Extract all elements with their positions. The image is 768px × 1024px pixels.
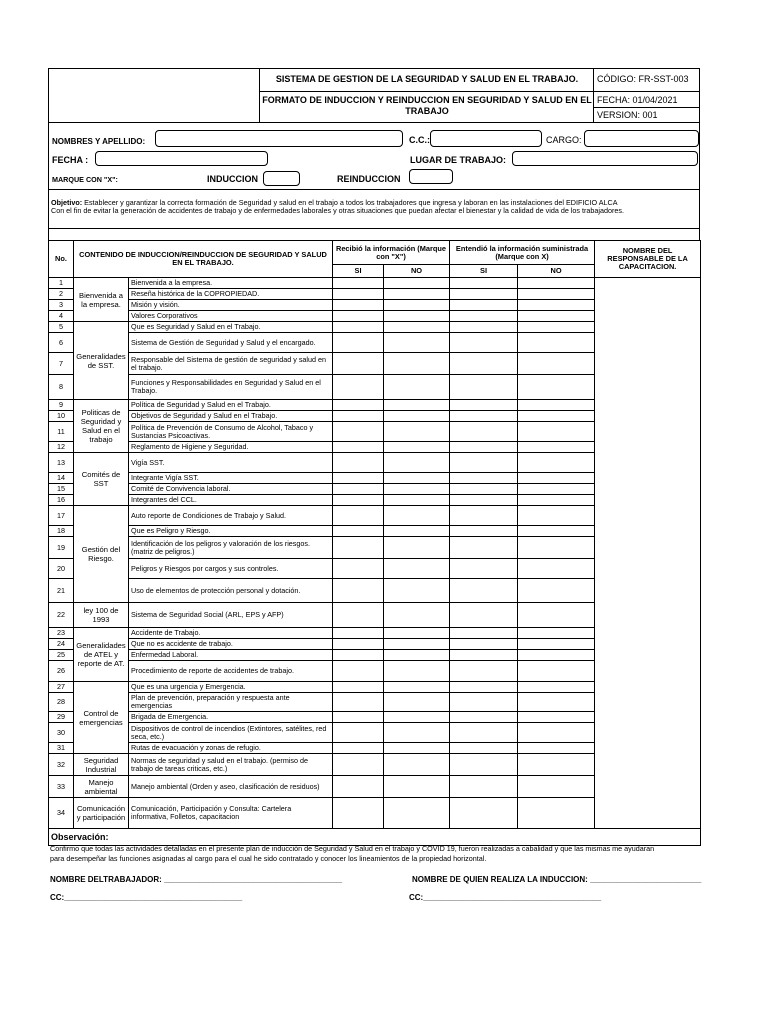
mark-recibio-si[interactable] [333,311,384,322]
mark-entendio-no[interactable] [518,333,595,353]
mark-entendio-si[interactable] [450,422,518,442]
group-label: Comunicación y participación [74,798,129,829]
mark-recibio-no[interactable] [384,798,450,829]
logo-area [48,68,260,123]
responsable-cell[interactable] [595,278,701,829]
mark-recibio-si[interactable] [333,723,384,743]
cc-field[interactable] [430,130,542,147]
row-topic: Reglamento de Higiene y Seguridad. [129,442,333,453]
header-recibio: Recibió la información (Marque con "X") [333,241,450,265]
mark-recibio-no[interactable] [384,723,450,743]
header-entendio-no: NO [518,265,595,278]
row-topic: Auto reporte de Condiciones de Trabajo y Salud. [129,506,333,526]
mark-recibio-no[interactable] [384,650,450,661]
row-topic: Integrante Vigía SST. [129,473,333,484]
mark-entendio-si[interactable] [450,473,518,484]
reinduccion-checkbox[interactable] [409,169,453,184]
mark-recibio-no[interactable] [384,639,450,650]
mark-recibio-no[interactable] [384,411,450,422]
row-topic: Que es una urgencia y Emergencia. [129,682,333,693]
mark-entendio-no[interactable] [518,422,595,442]
doc-version: VERSION: 001 [597,110,658,120]
fecha-field[interactable] [95,151,268,166]
mark-entendio-si[interactable] [450,712,518,723]
mark-entendio-si[interactable] [450,400,518,411]
mark-recibio-si[interactable] [333,743,384,754]
header-entendio: Entendió la información suministrada (Marque con X) [450,241,595,265]
header-recibio-si: SI [333,265,384,278]
mark-entendio-no[interactable] [518,278,595,289]
row-number: 22 [49,603,74,628]
doc-fecha: FECHA: 01/04/2021 [597,95,678,105]
row-number: 16 [49,495,74,506]
confirm-text [50,844,710,864]
mark-recibio-no[interactable] [384,333,450,353]
row-number: 21 [49,579,74,603]
mark-entendio-no[interactable] [518,300,595,311]
row-topic: Misión y visión. [129,300,333,311]
mark-recibio-no[interactable] [384,289,450,300]
row-topic: Sistema de Gestión de Seguridad y Salud y el encargado. [129,333,333,353]
mark-recibio-no[interactable] [384,537,450,559]
mark-recibio-si[interactable] [333,693,384,712]
mark-entendio-no[interactable] [518,375,595,400]
mark-entendio-no[interactable] [518,473,595,484]
mark-entendio-no[interactable] [518,682,595,693]
row-number: 2 [49,289,74,300]
mark-recibio-si[interactable] [333,682,384,693]
mark-entendio-si[interactable] [450,693,518,712]
mark-recibio-no[interactable] [384,506,450,526]
lugar-label: LUGAR DE TRABAJO: [410,155,506,165]
nombres-label: NOMBRES Y APELLIDO: [52,137,146,146]
row-number: 8 [49,375,74,400]
mark-recibio-si[interactable] [333,628,384,639]
group-label: Gestión del Riesgo. [74,506,129,603]
row-topic: Peligros y Riesgos por cargos y sus controles. [129,559,333,579]
mark-entendio-si[interactable] [450,311,518,322]
mark-entendio-si[interactable] [450,506,518,526]
mark-recibio-si[interactable] [333,411,384,422]
mark-entendio-si[interactable] [450,743,518,754]
row-topic: Manejo ambiental (Orden y aseo, clasificación de residuos) [129,776,333,798]
mark-entendio-no[interactable] [518,442,595,453]
group-label: Politicas de Seguridad y Salud en el trabajo [74,400,129,453]
mark-recibio-si[interactable] [333,661,384,682]
mark-entendio-si[interactable] [450,628,518,639]
mark-entendio-no[interactable] [518,776,595,798]
mark-recibio-no[interactable] [384,322,450,333]
row-number: 6 [49,333,74,353]
mark-entendio-no[interactable] [518,743,595,754]
row-topic: Enfermedad Laboral. [129,650,333,661]
mark-recibio-no[interactable] [384,661,450,682]
mark-recibio-no[interactable] [384,300,450,311]
group-label: Comités de SST [74,453,129,506]
mark-recibio-no[interactable] [384,603,450,628]
mark-entendio-no[interactable] [518,537,595,559]
confirm-line2: para desempeñar las funciones asignadas al cargo para el cual he sido contratado y conocer los lineamientos de la propiedad horizontal. [50,854,487,863]
group-label: ley 100 de 1993 [74,603,129,628]
mark-recibio-si[interactable] [333,289,384,300]
row-number: 10 [49,411,74,422]
mark-recibio-no[interactable] [384,754,450,776]
content-table [48,240,701,846]
fecha-label: FECHA : [52,155,89,165]
row-topic: Que es Seguridad y Salud en el Trabajo. [129,322,333,333]
row-number: 23 [49,628,74,639]
row-topic: Valores Corporativos [129,311,333,322]
mark-entendio-si[interactable] [450,289,518,300]
mark-entendio-si[interactable] [450,603,518,628]
observacion-row [49,829,701,846]
mark-recibio-si[interactable] [333,442,384,453]
row-number: 13 [49,453,74,473]
row-number: 30 [49,723,74,743]
row-topic: Procedimiento de reporte de accidentes de trabajo. [129,661,333,682]
mark-entendio-no[interactable] [518,661,595,682]
row-number: 26 [49,661,74,682]
nombre-trabajador-line: NOMBRE DELTRABAJADOR: ________________________________________ [50,875,343,884]
row-number: 14 [49,473,74,484]
mark-recibio-no[interactable] [384,311,450,322]
mark-recibio-si[interactable] [333,422,384,442]
mark-entendio-si[interactable] [450,754,518,776]
mark-recibio-no[interactable] [384,453,450,473]
mark-recibio-no[interactable] [384,353,450,375]
objetivo-text [51,199,699,215]
mark-recibio-no[interactable] [384,400,450,411]
mark-recibio-no[interactable] [384,495,450,506]
objetivo-line1: Establecer y garantizar la correcta formación de Seguridad y salud en el trabajo a todos los trabajadores que ingresa y laboran en las instalaciones del EDIFICIO ALCA [82,198,618,207]
row-number: 18 [49,526,74,537]
mark-entendio-si[interactable] [450,661,518,682]
row-topic: Responsable del Sistema de gestión de seguridad y salud en el trabajo. [129,353,333,375]
row-number: 29 [49,712,74,723]
mark-recibio-si[interactable] [333,776,384,798]
mark-recibio-no[interactable] [384,484,450,495]
row-topic: Comité de Convivencia laboral. [129,484,333,495]
row-topic: Sistema de Seguridad Social (ARL, EPS y AFP) [129,603,333,628]
group-label: Generalidades de ATEL y reporte de AT. [74,628,129,682]
mark-recibio-si[interactable] [333,603,384,628]
row-topic: Reseña histórica de la COPROPIEDAD. [129,289,333,300]
mark-entendio-no[interactable] [518,712,595,723]
mark-recibio-si[interactable] [333,579,384,603]
mark-recibio-si[interactable] [333,798,384,829]
cc-induccion-line: CC:________________________________________ [409,893,602,902]
mark-entendio-no[interactable] [518,484,595,495]
mark-recibio-si[interactable] [333,639,384,650]
mark-recibio-si[interactable] [333,353,384,375]
mark-entendio-no[interactable] [518,353,595,375]
row-number: 28 [49,693,74,712]
mark-entendio-no[interactable] [518,495,595,506]
row-topic: Que es Peligro y Riesgo. [129,526,333,537]
header-contenido: CONTENIDO DE INDUCCION/REINDUCCION DE SEGURIDAD Y SALUD EN EL TRABAJO. [74,241,333,278]
mark-recibio-no[interactable] [384,559,450,579]
row-topic: Integrantes del CCL. [129,495,333,506]
mark-entendio-si[interactable] [450,776,518,798]
mark-entendio-si[interactable] [450,537,518,559]
mark-entendio-si[interactable] [450,495,518,506]
mark-entendio-no[interactable] [518,723,595,743]
row-topic: Que no es accidente de trabajo. [129,639,333,650]
mark-recibio-si[interactable] [333,453,384,473]
induccion-checkbox[interactable] [263,171,300,186]
mark-entendio-si[interactable] [450,375,518,400]
row-number: 4 [49,311,74,322]
mark-recibio-no[interactable] [384,422,450,442]
mark-entendio-no[interactable] [518,506,595,526]
mark-recibio-no[interactable] [384,743,450,754]
nombres-field[interactable] [155,130,403,147]
mark-entendio-no[interactable] [518,400,595,411]
cargo-label: CARGO: [546,135,582,145]
mark-entendio-no[interactable] [518,322,595,333]
mark-entendio-si[interactable] [450,411,518,422]
confirm-line1: Confirmo que todas las actividades detalladas en el presente plan de inducción de Seguridad y Salud en el trabajo y COVID 19, fueron realizadas a cabalidad y que las mismas me ayudaran [50,844,655,853]
mark-entendio-no[interactable] [518,639,595,650]
mark-entendio-no[interactable] [518,754,595,776]
row-topic: Dispositivos de control de incendios (Extintores, satélites, red seca, etc.) [129,723,333,743]
row-topic: Funciones y Responsabilidades en Seguridad y Salud en el Trabajo. [129,375,333,400]
objetivo-line2: Con el fin de evitar la generación de accidentes de trabajo y de enfermedades laborales y otras situaciones que puedan afectar el bienestar y la calidad de vida de los trabajadores. [51,206,624,215]
mark-entendio-no[interactable] [518,628,595,639]
row-number: 31 [49,743,74,754]
mark-recibio-si[interactable] [333,278,384,289]
row-topic: Comunicación, Participación y Consulta: Cartelera informativa, Folletos, capacitacion [129,798,333,829]
mark-entendio-no[interactable] [518,411,595,422]
row-topic: Plan de prevención, preparación y respuesta ante emergencias [129,693,333,712]
mark-entendio-si[interactable] [450,723,518,743]
mark-entendio-no[interactable] [518,559,595,579]
row-number: 33 [49,776,74,798]
row-number: 25 [49,650,74,661]
row-topic: Accidente de Trabajo. [129,628,333,639]
mark-recibio-no[interactable] [384,712,450,723]
mark-entendio-no[interactable] [518,650,595,661]
mark-entendio-no[interactable] [518,579,595,603]
mark-entendio-no[interactable] [518,798,595,829]
doc-subtitle: FORMATO DE INDUCCION Y REINDUCCION EN SEGURIDAD Y SALUD EN EL TRABAJO [262,95,592,116]
mark-recibio-si[interactable] [333,300,384,311]
mark-entendio-si[interactable] [450,300,518,311]
header-entendio-si: SI [450,265,518,278]
row-number: 20 [49,559,74,579]
mark-recibio-si[interactable] [333,375,384,400]
group-label: Seguridad Industrial [74,754,129,776]
row-number: 32 [49,754,74,776]
row-topic: Vigía SST. [129,453,333,473]
mark-recibio-si[interactable] [333,526,384,537]
mark-recibio-si[interactable] [333,484,384,495]
mark-recibio-si[interactable] [333,333,384,353]
mark-recibio-no[interactable] [384,693,450,712]
mark-entendio-si[interactable] [450,453,518,473]
mark-entendio-si[interactable] [450,278,518,289]
cc-trabajador-line: CC:________________________________________ [50,893,243,902]
table-row [49,278,701,289]
mark-recibio-no[interactable] [384,682,450,693]
row-number: 11 [49,422,74,442]
mark-recibio-si[interactable] [333,322,384,333]
row-topic: Política de Prevención de Consumo de Alcohol, Tabaco y Sustancias Psicoactivas. [129,422,333,442]
observacion-label[interactable]: Observación: [49,829,701,846]
row-number: 27 [49,682,74,693]
mark-recibio-no[interactable] [384,628,450,639]
mark-entendio-no[interactable] [518,603,595,628]
mark-recibio-si[interactable] [333,559,384,579]
objetivo-label: Objetivo: [51,198,83,207]
mark-recibio-si[interactable] [333,473,384,484]
mark-entendio-si[interactable] [450,333,518,353]
mark-entendio-si[interactable] [450,650,518,661]
row-topic: Rutas de evacuación y zonas de refugio. [129,743,333,754]
mark-recibio-no[interactable] [384,473,450,484]
group-label: Bienvenida a la empresa. [74,278,129,322]
mark-recibio-si[interactable] [333,650,384,661]
row-topic: Normas de seguridad y salud en el trabajo. (permiso de trabajo de tareas criticas, etc.) [129,754,333,776]
mark-entendio-si[interactable] [450,322,518,333]
header-responsable: NOMBRE DEL RESPONSABLE DE LA CAPACITACION. [595,241,701,278]
mark-entendio-si[interactable] [450,682,518,693]
lugar-field[interactable] [512,151,698,166]
row-topic: Política de Seguridad y Salud en el Trabajo. [129,400,333,411]
induccion-label: INDUCCION [207,174,258,184]
mark-recibio-no[interactable] [384,442,450,453]
mark-entendio-no[interactable] [518,693,595,712]
row-number: 7 [49,353,74,375]
group-label: Manejo ambiental [74,776,129,798]
mark-entendio-si[interactable] [450,353,518,375]
row-topic: Identificación de los peligros y valoración de los riesgos.(matriz de peligros.) [129,537,333,559]
mark-entendio-no[interactable] [518,453,595,473]
mark-recibio-no[interactable] [384,278,450,289]
mark-entendio-si[interactable] [450,798,518,829]
group-label: Generalidades de SST. [74,322,129,400]
row-number: 24 [49,639,74,650]
mark-entendio-no[interactable] [518,289,595,300]
mark-entendio-si[interactable] [450,484,518,495]
row-number: 15 [49,484,74,495]
cargo-field[interactable] [584,130,699,147]
mark-recibio-si[interactable] [333,400,384,411]
row-topic: Brigada de Emergencia. [129,712,333,723]
marque-label: MARQUE CON "X": [52,175,118,184]
row-number: 12 [49,442,74,453]
doc-title: SISTEMA DE GESTION DE LA SEGURIDAD Y SALUD EN EL TRABAJO. [275,74,579,84]
mark-recibio-si[interactable] [333,537,384,559]
mark-recibio-no[interactable] [384,526,450,537]
row-number: 1 [49,278,74,289]
mark-recibio-si[interactable] [333,495,384,506]
mark-entendio-si[interactable] [450,639,518,650]
reinduccion-label: REINDUCCION [337,174,401,184]
doc-codigo: CÓDIGO: FR-SST-003 [597,74,689,84]
mark-recibio-si[interactable] [333,506,384,526]
row-number: 19 [49,537,74,559]
row-number: 9 [49,400,74,411]
mark-entendio-si[interactable] [450,526,518,537]
mark-entendio-no[interactable] [518,526,595,537]
row-number: 34 [49,798,74,829]
cc-label: C.C.: [409,135,430,145]
mark-recibio-no[interactable] [384,579,450,603]
row-number: 5 [49,322,74,333]
mark-entendio-no[interactable] [518,311,595,322]
row-topic: Bienvenida a la empresa. [129,278,333,289]
row-topic: Objetivos de Seguridad y Salud en el Trabajo. [129,411,333,422]
mark-recibio-si[interactable] [333,712,384,723]
mark-recibio-no[interactable] [384,375,450,400]
mark-entendio-si[interactable] [450,559,518,579]
mark-entendio-si[interactable] [450,442,518,453]
header-no: No. [49,241,74,278]
group-label: Control de emergencias [74,682,129,754]
mark-recibio-no[interactable] [384,776,450,798]
nombre-induccion-line: NOMBRE DE QUIEN REALIZA LA INDUCCION: _________________________ [412,875,702,884]
header-recibio-no: NO [384,265,450,278]
mark-recibio-si[interactable] [333,754,384,776]
row-number: 17 [49,506,74,526]
mark-entendio-si[interactable] [450,579,518,603]
row-number: 3 [49,300,74,311]
row-topic: Uso de elementos de protección personal y dotación. [129,579,333,603]
